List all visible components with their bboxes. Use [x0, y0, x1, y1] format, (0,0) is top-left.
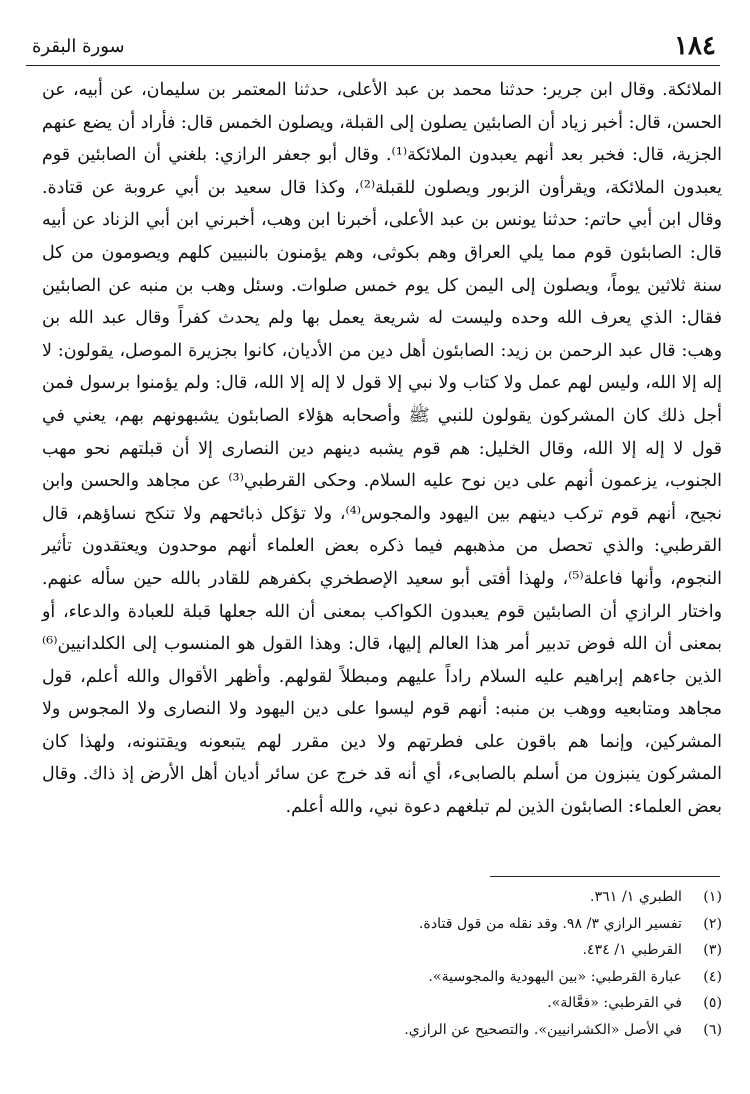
page-number: ١٨٤ [674, 31, 716, 61]
footnote-text: تفسير الرازي ٣/ ٩٨. وقد نقله من قول قتادة. [418, 915, 682, 932]
footnote-separator [490, 876, 720, 877]
page-header [26, 30, 720, 66]
main-text [42, 74, 722, 824]
footnote-text: الطبري ١/ ٣٦١. [590, 889, 682, 905]
footnote-6 [40, 1017, 722, 1044]
footnote-number: (٤) [703, 968, 722, 985]
footnote-text: في الأصل «الكشرانيين». والتصحيح عن الرازي. [404, 1021, 682, 1038]
footnote-number: (٣) [703, 942, 722, 958]
footnote-number: (٦) [703, 1021, 722, 1038]
footnote-text: عبارة القرطبي: «بين اليهودية والمجوسية». [428, 968, 682, 985]
footnote-text: في القرطبي: «فعَّالة». [547, 995, 682, 1011]
footnote-2 [40, 911, 722, 938]
footnote-number: (٢) [703, 915, 722, 932]
footnote-number: (١) [703, 889, 722, 905]
footnote-5 [40, 990, 722, 1017]
footnote-4 [40, 964, 722, 991]
footnote-1 [40, 884, 722, 911]
body-paragraph: الملائكة. وقال ابن جرير: حدثنا محمد بن عبد الأعلى، حدثنا المعتمر بن سليمان، عن أبيه، عن الحسن، قال: أخبر زياد أن الصابئين يصلون إلى القبلة، ويصلون الخمس قال: فأراد أن يضع عنهم الجزية، قال: فخبر بعد أنهم يعبدون الملائكة⁽¹⁾. وقال أبو جعفر الرازي: بلغني أن الصابئين قوم يعبدون الملائكة، ويقرأون الزبور ويصلون للقبلة⁽²⁾، وكذا قال سعيد بن أبي عروبة عن قتادة. وقال ابن أبي حاتم: حدثنا يونس بن عبد الأعلى، أخبرنا ابن وهب، أخبرني ابن أبي الزناد عن أبيه قال: الصابئون قوم مما يلي العراق وهم بكوثى، وهم يؤمنون بالنبيين كلهم ويصومون من كل سنة ثلاثين يوماً، ويصلون إلى اليمن كل يوم خمس صلوات. وسئل وهب بن منبه عن الصابئين فقال: الذي يعرف الله وحده وليست له شريعة يعمل بها ولم يحدث كفراً وقال عبد الله بن وهب: قال عبد الرحمن بن زيد: الصابئون أهل دين من الأديان، كانوا بجزيرة الموصل، يقولون: لا إله إلا الله، وليس لهم عمل ولا كتاب ولا نبي إلا قول لا إله إلا الله، قال: ولم يؤمنوا برسول فمن أجل ذلك كان المشركون يقولون للنبي ﷺ وأصحابه هؤلاء الصابئون يشبهونهم بهم، يعني في قول لا إله إلا الله، وقال الخليل: هم قوم يشبه دينهم دين النصارى إلا أن قبلتهم نحو مهب الجنوب، يزعمون أنهم على دين نوح عليه السلام. وحكى القرطبي⁽³⁾ عن مجاهد والحسن وابن نجيح، أنهم قوم تركب دينهم بين اليهود والمجوس⁽⁴⁾، ولا تؤكل ذبائحهم ولا تنكح نساؤهم، قال القرطبي: والذي تحصل من مذهبهم فيما ذكره بعض العلماء أنهم موحدون ويعتقدون تأثير النجوم، وأنها فاعلة⁽⁵⁾، ولهذا أفتى أبو سعيد الإصطخري بكفرهم للقادر بالله حين سأله عنهم. واختار الرازي أن الصابئين قوم يعبدون الكواكب بمعنى أن الله جعلها قبلة للعبادة والدعاء، أو بمعنى أن الله فوض تدبير أمر هذا العالم إليها، قال: وهذا القول هو المنسوب إلى الكلدانيين⁽⁶⁾ الذين جاءهم إبراهيم عليه السلام راداً عليهم ومبطلاً لقولهم. وأظهر الأقوال والله أعلم، قول مجاهد ومتابعيه ووهب بن منبه: أنهم قوم ليسوا على دين اليهود ولا النصارى ولا المجوس ولا المشركين، وإنما هم باقون على فطرتهم ولا دين مقرر لهم يتبعونه ويقتنونه، ولهذا كان المشركون ينبزون من أسلم بالصابىء، أي أنه قد خرج عن سائر أديان أهل الأرض إذ ذاك. وقال بعض العلماء: الصابئون الذين لم تبلغهم دعوة نبي، والله أعلم. [42, 80, 723, 818]
running-title: سورة البقرة [32, 36, 125, 57]
footnote-text: القرطبي ١/ ٤٣٤. [582, 942, 682, 958]
footnote-number: (٥) [703, 995, 722, 1011]
header-rule [26, 65, 720, 66]
footnote-3 [40, 937, 722, 964]
footnotes [40, 884, 722, 1043]
